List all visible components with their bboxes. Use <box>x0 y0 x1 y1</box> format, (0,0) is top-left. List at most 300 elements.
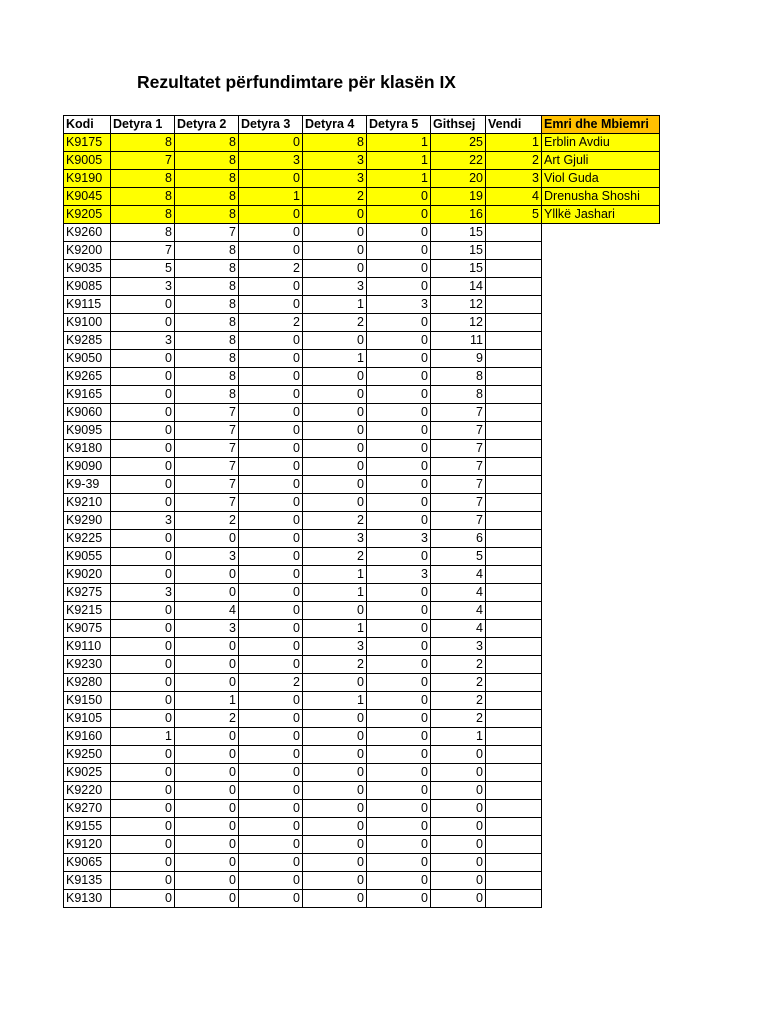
cell-detyra-5: 0 <box>367 620 431 638</box>
cell-detyra-2: 7 <box>175 476 239 494</box>
cell-detyra-1: 0 <box>111 440 175 458</box>
table-row <box>64 800 660 818</box>
cell-vendi <box>486 854 542 872</box>
cell-name <box>542 620 660 638</box>
cell-code: K9090 <box>64 458 111 476</box>
table-row <box>64 350 660 368</box>
cell-detyra-3: 0 <box>239 458 303 476</box>
cell-detyra-4: 0 <box>303 422 367 440</box>
cell-detyra-4: 0 <box>303 674 367 692</box>
header-githsej: Githsej <box>431 116 486 134</box>
cell-detyra-2: 0 <box>175 800 239 818</box>
cell-detyra-4: 0 <box>303 872 367 890</box>
table-row <box>64 548 660 566</box>
cell-detyra-3: 0 <box>239 836 303 854</box>
results-table <box>63 115 660 908</box>
cell-detyra-1: 0 <box>111 314 175 332</box>
cell-name <box>542 530 660 548</box>
cell-githsej: 0 <box>431 836 486 854</box>
header-emri-dhe-mbiemri: Emri dhe Mbiemri <box>542 116 660 134</box>
cell-githsej: 6 <box>431 530 486 548</box>
table-row <box>64 674 660 692</box>
cell-detyra-1: 3 <box>111 278 175 296</box>
cell-name <box>542 512 660 530</box>
cell-detyra-2: 8 <box>175 368 239 386</box>
cell-detyra-2: 0 <box>175 872 239 890</box>
cell-detyra-5: 0 <box>367 710 431 728</box>
cell-name <box>542 566 660 584</box>
cell-detyra-1: 3 <box>111 512 175 530</box>
cell-detyra-4: 0 <box>303 782 367 800</box>
cell-detyra-5: 0 <box>367 656 431 674</box>
cell-detyra-2: 0 <box>175 890 239 908</box>
cell-detyra-5: 0 <box>367 818 431 836</box>
cell-detyra-1: 0 <box>111 296 175 314</box>
cell-detyra-2: 2 <box>175 710 239 728</box>
cell-detyra-5: 0 <box>367 872 431 890</box>
cell-vendi <box>486 692 542 710</box>
cell-detyra-3: 0 <box>239 512 303 530</box>
cell-detyra-5: 0 <box>367 476 431 494</box>
cell-detyra-3: 1 <box>239 188 303 206</box>
cell-detyra-4: 0 <box>303 242 367 260</box>
cell-detyra-2: 2 <box>175 512 239 530</box>
cell-detyra-1: 0 <box>111 602 175 620</box>
cell-name <box>542 458 660 476</box>
cell-githsej: 22 <box>431 152 486 170</box>
cell-detyra-4: 8 <box>303 134 367 152</box>
cell-detyra-1: 0 <box>111 836 175 854</box>
table-row <box>64 602 660 620</box>
cell-detyra-2: 0 <box>175 584 239 602</box>
cell-detyra-1: 8 <box>111 170 175 188</box>
cell-name <box>542 278 660 296</box>
cell-detyra-3: 0 <box>239 332 303 350</box>
cell-detyra-4: 0 <box>303 890 367 908</box>
cell-name <box>542 890 660 908</box>
cell-githsej: 8 <box>431 368 486 386</box>
cell-detyra-5: 0 <box>367 584 431 602</box>
cell-name <box>542 422 660 440</box>
cell-name: Erblin Avdiu <box>542 134 660 152</box>
cell-detyra-4: 1 <box>303 692 367 710</box>
table-row <box>64 332 660 350</box>
cell-detyra-5: 0 <box>367 692 431 710</box>
cell-detyra-5: 3 <box>367 530 431 548</box>
cell-detyra-3: 0 <box>239 422 303 440</box>
cell-detyra-3: 0 <box>239 386 303 404</box>
cell-code: K9200 <box>64 242 111 260</box>
table-row <box>64 512 660 530</box>
cell-code: K9025 <box>64 764 111 782</box>
table-row <box>64 782 660 800</box>
cell-vendi <box>486 548 542 566</box>
cell-githsej: 15 <box>431 224 486 242</box>
cell-vendi <box>486 440 542 458</box>
cell-detyra-3: 0 <box>239 620 303 638</box>
cell-detyra-2: 7 <box>175 440 239 458</box>
cell-name: Art Gjuli <box>542 152 660 170</box>
cell-detyra-2: 7 <box>175 458 239 476</box>
table-row <box>64 188 660 206</box>
cell-name <box>542 692 660 710</box>
cell-detyra-4: 0 <box>303 836 367 854</box>
cell-detyra-4: 3 <box>303 170 367 188</box>
cell-vendi <box>486 530 542 548</box>
cell-githsej: 8 <box>431 386 486 404</box>
cell-vendi: 1 <box>486 134 542 152</box>
cell-detyra-2: 0 <box>175 530 239 548</box>
cell-detyra-4: 0 <box>303 332 367 350</box>
table-row <box>64 422 660 440</box>
table-row <box>64 836 660 854</box>
cell-detyra-2: 0 <box>175 566 239 584</box>
cell-detyra-5: 1 <box>367 152 431 170</box>
cell-detyra-3: 3 <box>239 152 303 170</box>
cell-githsej: 15 <box>431 260 486 278</box>
table-row <box>64 566 660 584</box>
cell-code: K9100 <box>64 314 111 332</box>
cell-detyra-5: 0 <box>367 548 431 566</box>
table-row <box>64 152 660 170</box>
table-row <box>64 872 660 890</box>
table-row <box>64 440 660 458</box>
cell-detyra-5: 3 <box>367 296 431 314</box>
cell-vendi <box>486 656 542 674</box>
cell-detyra-3: 2 <box>239 260 303 278</box>
cell-detyra-3: 0 <box>239 368 303 386</box>
cell-vendi <box>486 602 542 620</box>
cell-detyra-2: 4 <box>175 602 239 620</box>
table-row <box>64 746 660 764</box>
cell-name <box>542 746 660 764</box>
cell-detyra-5: 0 <box>367 746 431 764</box>
cell-name <box>542 242 660 260</box>
cell-detyra-2: 1 <box>175 692 239 710</box>
cell-detyra-1: 7 <box>111 242 175 260</box>
cell-detyra-1: 0 <box>111 566 175 584</box>
cell-detyra-4: 0 <box>303 728 367 746</box>
cell-githsej: 4 <box>431 602 486 620</box>
table-row <box>64 656 660 674</box>
cell-detyra-2: 0 <box>175 728 239 746</box>
cell-detyra-4: 0 <box>303 260 367 278</box>
cell-detyra-4: 2 <box>303 188 367 206</box>
cell-detyra-1: 0 <box>111 890 175 908</box>
table-row <box>64 278 660 296</box>
cell-code: K9205 <box>64 206 111 224</box>
cell-detyra-4: 0 <box>303 368 367 386</box>
table-row <box>64 692 660 710</box>
cell-detyra-1: 0 <box>111 350 175 368</box>
cell-name <box>542 782 660 800</box>
cell-code: K9085 <box>64 278 111 296</box>
cell-vendi <box>486 422 542 440</box>
cell-githsej: 20 <box>431 170 486 188</box>
cell-detyra-3: 0 <box>239 476 303 494</box>
cell-detyra-4: 0 <box>303 404 367 422</box>
table-row <box>64 890 660 908</box>
cell-vendi <box>486 458 542 476</box>
cell-vendi <box>486 260 542 278</box>
cell-code: K9095 <box>64 422 111 440</box>
cell-detyra-1: 0 <box>111 422 175 440</box>
cell-detyra-3: 0 <box>239 638 303 656</box>
cell-detyra-3: 0 <box>239 692 303 710</box>
cell-vendi: 2 <box>486 152 542 170</box>
cell-detyra-4: 0 <box>303 224 367 242</box>
cell-detyra-3: 0 <box>239 530 303 548</box>
header-kodi: Kodi <box>64 116 111 134</box>
header-detyra-4: Detyra 4 <box>303 116 367 134</box>
cell-detyra-5: 0 <box>367 764 431 782</box>
cell-name <box>542 476 660 494</box>
cell-vendi <box>486 224 542 242</box>
cell-detyra-1: 0 <box>111 746 175 764</box>
cell-detyra-2: 8 <box>175 314 239 332</box>
cell-detyra-1: 1 <box>111 728 175 746</box>
table-row <box>64 818 660 836</box>
cell-detyra-5: 0 <box>367 350 431 368</box>
cell-detyra-1: 0 <box>111 782 175 800</box>
cell-detyra-4: 0 <box>303 440 367 458</box>
table-row <box>64 710 660 728</box>
table-row <box>64 260 660 278</box>
cell-detyra-5: 0 <box>367 890 431 908</box>
table-row <box>64 854 660 872</box>
cell-detyra-5: 0 <box>367 800 431 818</box>
cell-detyra-4: 0 <box>303 800 367 818</box>
table-row <box>64 296 660 314</box>
cell-detyra-5: 0 <box>367 782 431 800</box>
cell-code: K9280 <box>64 674 111 692</box>
cell-detyra-5: 0 <box>367 332 431 350</box>
cell-detyra-5: 0 <box>367 512 431 530</box>
cell-vendi <box>486 620 542 638</box>
cell-detyra-5: 0 <box>367 422 431 440</box>
cell-detyra-4: 1 <box>303 566 367 584</box>
cell-detyra-5: 0 <box>367 854 431 872</box>
cell-vendi <box>486 638 542 656</box>
cell-name <box>542 386 660 404</box>
cell-code: K9225 <box>64 530 111 548</box>
cell-code: K9135 <box>64 872 111 890</box>
cell-code: K9-39 <box>64 476 111 494</box>
cell-vendi <box>486 332 542 350</box>
table-row <box>64 206 660 224</box>
cell-detyra-1: 0 <box>111 620 175 638</box>
cell-code: K9175 <box>64 134 111 152</box>
cell-vendi <box>486 368 542 386</box>
cell-detyra-1: 0 <box>111 674 175 692</box>
cell-detyra-4: 0 <box>303 458 367 476</box>
cell-name <box>542 404 660 422</box>
cell-detyra-4: 0 <box>303 602 367 620</box>
cell-detyra-1: 0 <box>111 530 175 548</box>
cell-detyra-1: 7 <box>111 152 175 170</box>
cell-code: K9055 <box>64 548 111 566</box>
cell-detyra-5: 0 <box>367 242 431 260</box>
cell-detyra-2: 0 <box>175 674 239 692</box>
cell-name <box>542 494 660 512</box>
cell-detyra-4: 0 <box>303 494 367 512</box>
cell-name <box>542 800 660 818</box>
cell-githsej: 12 <box>431 314 486 332</box>
cell-code: K9190 <box>64 170 111 188</box>
cell-githsej: 2 <box>431 674 486 692</box>
cell-code: K9110 <box>64 638 111 656</box>
cell-githsej: 4 <box>431 584 486 602</box>
cell-githsej: 3 <box>431 638 486 656</box>
cell-code: K9260 <box>64 224 111 242</box>
cell-detyra-1: 8 <box>111 206 175 224</box>
cell-name <box>542 440 660 458</box>
cell-detyra-1: 0 <box>111 764 175 782</box>
cell-detyra-5: 0 <box>367 602 431 620</box>
cell-detyra-2: 8 <box>175 260 239 278</box>
cell-detyra-2: 8 <box>175 170 239 188</box>
cell-vendi <box>486 818 542 836</box>
cell-detyra-3: 0 <box>239 278 303 296</box>
cell-code: K9160 <box>64 728 111 746</box>
cell-vendi <box>486 278 542 296</box>
table-row <box>64 368 660 386</box>
cell-code: K9250 <box>64 746 111 764</box>
cell-detyra-1: 0 <box>111 872 175 890</box>
cell-detyra-5: 0 <box>367 458 431 476</box>
cell-detyra-4: 2 <box>303 512 367 530</box>
cell-detyra-5: 1 <box>367 170 431 188</box>
cell-detyra-2: 8 <box>175 278 239 296</box>
cell-vendi <box>486 746 542 764</box>
cell-githsej: 1 <box>431 728 486 746</box>
header-row <box>64 116 660 134</box>
cell-vendi <box>486 350 542 368</box>
cell-githsej: 7 <box>431 440 486 458</box>
cell-detyra-2: 8 <box>175 134 239 152</box>
cell-detyra-3: 0 <box>239 224 303 242</box>
cell-detyra-4: 0 <box>303 476 367 494</box>
cell-githsej: 7 <box>431 494 486 512</box>
cell-detyra-3: 0 <box>239 782 303 800</box>
cell-detyra-1: 0 <box>111 692 175 710</box>
cell-detyra-1: 0 <box>111 404 175 422</box>
cell-vendi <box>486 386 542 404</box>
cell-detyra-5: 0 <box>367 404 431 422</box>
cell-detyra-4: 0 <box>303 386 367 404</box>
cell-detyra-2: 0 <box>175 836 239 854</box>
cell-detyra-3: 0 <box>239 494 303 512</box>
cell-detyra-3: 0 <box>239 296 303 314</box>
header-vendi: Vendi <box>486 116 542 134</box>
cell-detyra-4: 3 <box>303 638 367 656</box>
cell-vendi <box>486 728 542 746</box>
cell-code: K9065 <box>64 854 111 872</box>
cell-detyra-2: 8 <box>175 188 239 206</box>
cell-code: K9075 <box>64 620 111 638</box>
cell-detyra-1: 3 <box>111 332 175 350</box>
cell-detyra-5: 0 <box>367 674 431 692</box>
cell-detyra-4: 0 <box>303 710 367 728</box>
cell-detyra-5: 0 <box>367 440 431 458</box>
cell-detyra-1: 0 <box>111 494 175 512</box>
cell-detyra-1: 0 <box>111 638 175 656</box>
cell-name: Yllkë Jashari <box>542 206 660 224</box>
cell-name <box>542 872 660 890</box>
cell-detyra-3: 0 <box>239 800 303 818</box>
cell-detyra-4: 3 <box>303 278 367 296</box>
table-row <box>64 386 660 404</box>
cell-name <box>542 368 660 386</box>
cell-code: K9265 <box>64 368 111 386</box>
cell-detyra-3: 0 <box>239 134 303 152</box>
cell-vendi <box>486 476 542 494</box>
cell-name <box>542 728 660 746</box>
cell-detyra-2: 8 <box>175 206 239 224</box>
cell-detyra-1: 0 <box>111 818 175 836</box>
cell-detyra-3: 0 <box>239 440 303 458</box>
header-detyra-5: Detyra 5 <box>367 116 431 134</box>
cell-githsej: 5 <box>431 548 486 566</box>
cell-githsej: 25 <box>431 134 486 152</box>
cell-detyra-4: 0 <box>303 206 367 224</box>
cell-detyra-4: 1 <box>303 350 367 368</box>
cell-detyra-5: 0 <box>367 314 431 332</box>
cell-detyra-5: 0 <box>367 206 431 224</box>
cell-githsej: 0 <box>431 890 486 908</box>
cell-githsej: 0 <box>431 800 486 818</box>
cell-detyra-1: 5 <box>111 260 175 278</box>
cell-code: K9275 <box>64 584 111 602</box>
cell-detyra-3: 0 <box>239 404 303 422</box>
cell-code: K9155 <box>64 818 111 836</box>
cell-name <box>542 224 660 242</box>
table-row <box>64 314 660 332</box>
cell-githsej: 14 <box>431 278 486 296</box>
cell-githsej: 0 <box>431 782 486 800</box>
cell-detyra-5: 1 <box>367 134 431 152</box>
cell-code: K9210 <box>64 494 111 512</box>
cell-name <box>542 710 660 728</box>
cell-githsej: 0 <box>431 818 486 836</box>
cell-vendi <box>486 512 542 530</box>
cell-detyra-2: 0 <box>175 656 239 674</box>
cell-githsej: 2 <box>431 692 486 710</box>
cell-detyra-4: 1 <box>303 296 367 314</box>
cell-detyra-1: 0 <box>111 854 175 872</box>
cell-detyra-5: 3 <box>367 566 431 584</box>
cell-detyra-2: 7 <box>175 494 239 512</box>
cell-detyra-4: 1 <box>303 620 367 638</box>
cell-name <box>542 854 660 872</box>
cell-detyra-3: 0 <box>239 242 303 260</box>
cell-code: K9005 <box>64 152 111 170</box>
table-row <box>64 458 660 476</box>
table-body <box>64 134 660 908</box>
cell-detyra-2: 8 <box>175 386 239 404</box>
cell-detyra-4: 2 <box>303 656 367 674</box>
cell-githsej: 9 <box>431 350 486 368</box>
cell-detyra-2: 0 <box>175 638 239 656</box>
table-row <box>64 530 660 548</box>
cell-detyra-1: 3 <box>111 584 175 602</box>
cell-code: K9120 <box>64 836 111 854</box>
cell-code: K9035 <box>64 260 111 278</box>
cell-detyra-5: 0 <box>367 386 431 404</box>
cell-detyra-5: 0 <box>367 368 431 386</box>
cell-detyra-4: 1 <box>303 584 367 602</box>
cell-code: K9045 <box>64 188 111 206</box>
